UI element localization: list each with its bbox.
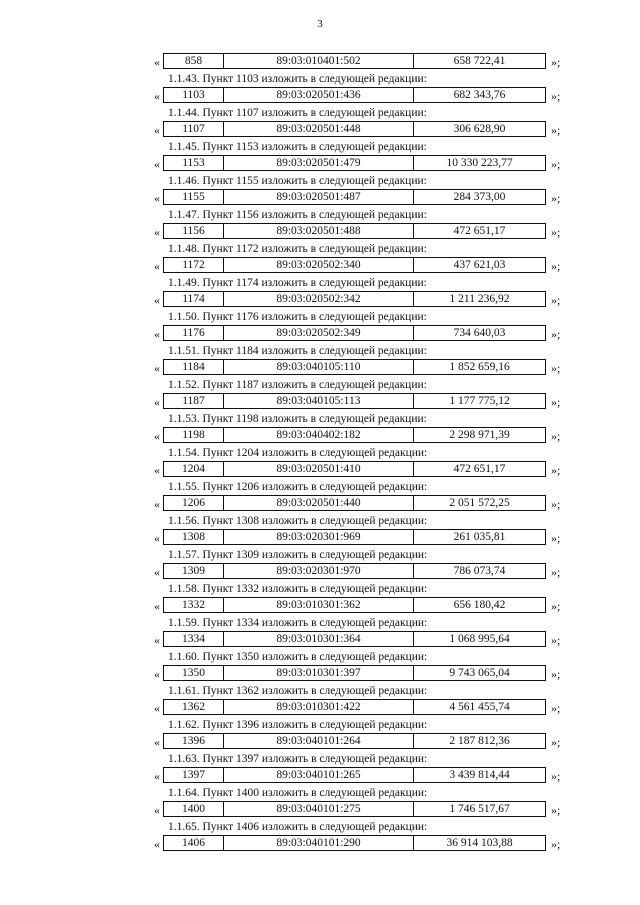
row-table bbox=[163, 665, 546, 681]
value-cell: 306 628,90 bbox=[453, 123, 506, 135]
quote-close: »; bbox=[551, 55, 561, 69]
amendment-entry bbox=[0, 548, 640, 582]
row-table bbox=[163, 257, 546, 273]
entry-heading: 1.1.49. Пункт 1174 изложить в следующей редакции: bbox=[168, 277, 427, 289]
value-cell: 1 211 236,92 bbox=[449, 293, 510, 305]
table-row bbox=[0, 222, 640, 242]
quote-open: « bbox=[154, 123, 160, 137]
table-row bbox=[0, 596, 640, 616]
item-number-cell: 1153 bbox=[164, 156, 224, 170]
item-number-cell: 1397 bbox=[164, 768, 224, 782]
table-row bbox=[0, 766, 640, 786]
entry-heading: 1.1.64. Пункт 1400 изложить в следующей редакции: bbox=[168, 787, 428, 799]
amendment-entry bbox=[0, 378, 640, 412]
cadastral-number-cell: 89:03:020301:970 bbox=[224, 564, 414, 578]
table-row bbox=[0, 188, 640, 208]
value-cell: 1 746 517,67 bbox=[449, 803, 510, 815]
item-number-cell: 1400 bbox=[164, 802, 224, 816]
quote-close: »; bbox=[551, 429, 561, 443]
table-row bbox=[0, 698, 640, 718]
row-table bbox=[163, 597, 546, 613]
quote-close: »; bbox=[551, 395, 561, 409]
quote-open: « bbox=[154, 497, 160, 511]
value-cell: 786 073,74 bbox=[453, 565, 506, 577]
cadastral-number-cell: 89:03:020501:448 bbox=[224, 122, 414, 136]
cadastral-number-cell: 89:03:020501:436 bbox=[224, 88, 414, 102]
row-table bbox=[163, 461, 546, 477]
row-table bbox=[163, 801, 546, 817]
page-number: 3 bbox=[317, 18, 323, 30]
cadastral-number-cell: 89:03:010301:422 bbox=[224, 700, 414, 714]
entry-heading: 1.1.60. Пункт 1350 изложить в следующей редакции: bbox=[168, 651, 428, 663]
row-table bbox=[163, 563, 546, 579]
value-cell: 1 177 775,12 bbox=[449, 395, 510, 407]
amendment-entry bbox=[0, 514, 640, 548]
item-number-cell: 1334 bbox=[164, 632, 224, 646]
item-number-cell: 1176 bbox=[164, 326, 224, 340]
quote-open: « bbox=[154, 837, 160, 851]
amendment-entry bbox=[0, 310, 640, 344]
quote-close: »; bbox=[551, 837, 561, 851]
quote-open: « bbox=[154, 701, 160, 715]
quote-close: »; bbox=[551, 157, 561, 171]
item-number-cell: 1204 bbox=[164, 462, 224, 476]
item-number-cell: 858 bbox=[164, 54, 224, 68]
row-table bbox=[163, 733, 546, 749]
value-cell: 2 298 971,39 bbox=[449, 429, 510, 441]
value-cell: 437 621,03 bbox=[453, 259, 506, 271]
quote-open: « bbox=[154, 225, 160, 239]
quote-open: « bbox=[154, 191, 160, 205]
cadastral-number-cell: 89:03:020502:340 bbox=[224, 258, 414, 272]
row-table bbox=[163, 699, 546, 715]
row-table bbox=[163, 155, 546, 171]
quote-open: « bbox=[154, 89, 160, 103]
cadastral-number-cell: 89:03:010301:362 bbox=[224, 598, 414, 612]
quote-close: »; bbox=[551, 327, 561, 341]
table-row bbox=[0, 800, 640, 820]
amendment-entry bbox=[0, 140, 640, 174]
quote-open: « bbox=[154, 803, 160, 817]
quote-open: « bbox=[154, 667, 160, 681]
cadastral-number-cell: 89:03:040402:182 bbox=[224, 428, 414, 442]
row-table bbox=[163, 189, 546, 205]
entry-heading: 1.1.46. Пункт 1155 изложить в следующей редакции: bbox=[168, 175, 427, 187]
row-table bbox=[163, 835, 546, 851]
entry-heading: 1.1.57. Пункт 1309 изложить в следующей редакции: bbox=[168, 549, 428, 561]
item-number-cell: 1350 bbox=[164, 666, 224, 680]
quote-close: »; bbox=[551, 701, 561, 715]
amendment-entry bbox=[0, 582, 640, 616]
value-cell: 9 743 065,04 bbox=[449, 667, 510, 679]
quote-close: »; bbox=[551, 361, 561, 375]
amendment-entry bbox=[0, 412, 640, 446]
quote-open: « bbox=[154, 769, 160, 783]
item-number-cell: 1174 bbox=[164, 292, 224, 306]
value-cell: 3 439 814,44 bbox=[449, 769, 510, 781]
amendment-entry bbox=[0, 650, 640, 684]
entry-heading: 1.1.45. Пункт 1153 изложить в следующей редакции: bbox=[168, 141, 427, 153]
quote-close: »; bbox=[551, 123, 561, 137]
item-number-cell: 1309 bbox=[164, 564, 224, 578]
table-row bbox=[0, 256, 640, 276]
row-table bbox=[163, 529, 546, 545]
quote-open: « bbox=[154, 463, 160, 477]
amendment-entry bbox=[0, 174, 640, 208]
amendment-entry bbox=[0, 786, 640, 820]
value-cell: 656 180,42 bbox=[453, 599, 506, 611]
entry-heading: 1.1.54. Пункт 1204 изложить в следующей редакции: bbox=[168, 447, 428, 459]
value-cell: 261 035,81 bbox=[453, 531, 506, 543]
amendment-entry bbox=[0, 684, 640, 718]
quote-close: »; bbox=[551, 259, 561, 273]
amendment-entry bbox=[0, 480, 640, 514]
cadastral-number-cell: 89:03:040101:264 bbox=[224, 734, 414, 748]
table-row bbox=[0, 154, 640, 174]
quote-close: »; bbox=[551, 565, 561, 579]
cadastral-number-cell: 89:03:040101:290 bbox=[224, 836, 414, 850]
entry-heading: 1.1.48. Пункт 1172 изложить в следующей редакции: bbox=[168, 243, 427, 255]
item-number-cell: 1396 bbox=[164, 734, 224, 748]
quote-close: »; bbox=[551, 633, 561, 647]
row-table bbox=[163, 495, 546, 511]
row-table bbox=[163, 223, 546, 239]
amendment-entry bbox=[0, 208, 640, 242]
value-cell: 2 051 572,25 bbox=[449, 497, 510, 509]
quote-open: « bbox=[154, 735, 160, 749]
value-cell: 284 373,00 bbox=[453, 191, 506, 203]
table-row bbox=[0, 528, 640, 548]
quote-open: « bbox=[154, 565, 160, 579]
cadastral-number-cell: 89:03:040101:275 bbox=[224, 802, 414, 816]
table-row bbox=[0, 732, 640, 752]
quote-open: « bbox=[154, 157, 160, 171]
document-body bbox=[0, 52, 640, 854]
entry-heading: 1.1.59. Пункт 1334 изложить в следующей редакции: bbox=[168, 617, 428, 629]
entry-heading: 1.1.65. Пункт 1406 изложить в следующей редакции: bbox=[168, 821, 428, 833]
item-number-cell: 1187 bbox=[164, 394, 224, 408]
cadastral-number-cell: 89:03:010301:397 bbox=[224, 666, 414, 680]
amendment-entry bbox=[0, 242, 640, 276]
cadastral-number-cell: 89:03:020501:479 bbox=[224, 156, 414, 170]
row-table bbox=[163, 325, 546, 341]
amendment-entry bbox=[0, 820, 640, 854]
quote-close: »; bbox=[551, 225, 561, 239]
item-number-cell: 1107 bbox=[164, 122, 224, 136]
row-table bbox=[163, 53, 546, 69]
quote-close: »; bbox=[551, 463, 561, 477]
entry-heading: 1.1.62. Пункт 1396 изложить в следующей редакции: bbox=[168, 719, 428, 731]
item-number-cell: 1308 bbox=[164, 530, 224, 544]
table-row bbox=[0, 52, 640, 72]
quote-close: »; bbox=[551, 191, 561, 205]
cadastral-number-cell: 89:03:040105:113 bbox=[224, 394, 414, 408]
entries-list bbox=[0, 72, 640, 854]
table-row bbox=[0, 358, 640, 378]
quote-close: »; bbox=[551, 599, 561, 613]
item-number-cell: 1155 bbox=[164, 190, 224, 204]
entry-heading: 1.1.61. Пункт 1362 изложить в следующей редакции: bbox=[168, 685, 428, 697]
amendment-entry bbox=[0, 616, 640, 650]
quote-close: »; bbox=[551, 497, 561, 511]
value-cell: 1 852 659,16 bbox=[449, 361, 510, 373]
item-number-cell: 1206 bbox=[164, 496, 224, 510]
table-row bbox=[0, 392, 640, 412]
amendment-entry bbox=[0, 344, 640, 378]
entry-heading: 1.1.50. Пункт 1176 изложить в следующей редакции: bbox=[168, 311, 427, 323]
table-row bbox=[0, 834, 640, 854]
table-row bbox=[0, 290, 640, 310]
item-number-cell: 1362 bbox=[164, 700, 224, 714]
row-table bbox=[163, 359, 546, 375]
row-table bbox=[163, 87, 546, 103]
quote-open: « bbox=[154, 293, 160, 307]
item-number-cell: 1406 bbox=[164, 836, 224, 850]
cadastral-number-cell: 89:03:020501:410 bbox=[224, 462, 414, 476]
quote-open: « bbox=[154, 55, 160, 69]
entry-heading: 1.1.58. Пункт 1332 изложить в следующей редакции: bbox=[168, 583, 428, 595]
cadastral-number-cell: 89:03:040101:265 bbox=[224, 768, 414, 782]
item-number-cell: 1332 bbox=[164, 598, 224, 612]
quote-open: « bbox=[154, 259, 160, 273]
value-cell: 1 068 995,64 bbox=[449, 633, 510, 645]
value-cell: 472 651,17 bbox=[453, 225, 506, 237]
entry-heading: 1.1.43. Пункт 1103 изложить в следующей редакции: bbox=[168, 73, 427, 85]
table-row bbox=[0, 630, 640, 650]
row-table bbox=[163, 291, 546, 307]
cadastral-number-cell: 89:03:010301:364 bbox=[224, 632, 414, 646]
entry-heading: 1.1.44. Пункт 1107 изложить в следующей редакции: bbox=[168, 107, 427, 119]
row-table bbox=[163, 393, 546, 409]
row-table bbox=[163, 427, 546, 443]
quote-open: « bbox=[154, 327, 160, 341]
quote-close: »; bbox=[551, 667, 561, 681]
quote-open: « bbox=[154, 395, 160, 409]
item-number-cell: 1172 bbox=[164, 258, 224, 272]
value-cell: 4 561 455,74 bbox=[449, 701, 510, 713]
item-number-cell: 1103 bbox=[164, 88, 224, 102]
table-row bbox=[0, 494, 640, 514]
table-row bbox=[0, 426, 640, 446]
entry-heading: 1.1.51. Пункт 1184 изложить в следующей редакции: bbox=[168, 345, 427, 357]
entry-heading: 1.1.55. Пункт 1206 изложить в следующей редакции: bbox=[168, 481, 428, 493]
cadastral-number-cell: 89:03:020501:488 bbox=[224, 224, 414, 238]
cadastral-number-cell: 89:03:020501:487 bbox=[224, 190, 414, 204]
row-table bbox=[163, 631, 546, 647]
quote-close: »; bbox=[551, 735, 561, 749]
amendment-entry bbox=[0, 276, 640, 310]
quote-open: « bbox=[154, 361, 160, 375]
table-row bbox=[0, 86, 640, 106]
table-row bbox=[0, 324, 640, 344]
table-row bbox=[0, 562, 640, 582]
value-cell: 472 651,17 bbox=[453, 463, 506, 475]
value-cell: 658 722,41 bbox=[453, 55, 506, 67]
value-cell: 10 330 223,77 bbox=[446, 157, 513, 169]
row-table bbox=[163, 121, 546, 137]
cadastral-number-cell: 89:03:020502:342 bbox=[224, 292, 414, 306]
quote-close: »; bbox=[551, 531, 561, 545]
amendment-entry bbox=[0, 72, 640, 106]
quote-close: »; bbox=[551, 803, 561, 817]
amendment-entry bbox=[0, 718, 640, 752]
amendment-entry bbox=[0, 752, 640, 786]
quote-open: « bbox=[154, 599, 160, 613]
cadastral-number-cell: 89:03:020501:440 bbox=[224, 496, 414, 510]
row-table bbox=[163, 767, 546, 783]
quote-close: »; bbox=[551, 293, 561, 307]
value-cell: 2 187 812,36 bbox=[449, 735, 510, 747]
value-cell: 36 914 103,88 bbox=[446, 837, 513, 849]
table-row bbox=[0, 120, 640, 140]
quote-open: « bbox=[154, 633, 160, 647]
amendment-entry bbox=[0, 106, 640, 140]
quote-close: »; bbox=[551, 769, 561, 783]
cadastral-number-cell: 89:03:020301:969 bbox=[224, 530, 414, 544]
entry-heading: 1.1.47. Пункт 1156 изложить в следующей редакции: bbox=[168, 209, 427, 221]
item-number-cell: 1198 bbox=[164, 428, 224, 442]
entry-heading: 1.1.52. Пункт 1187 изложить в следующей редакции: bbox=[168, 379, 427, 391]
item-number-cell: 1156 bbox=[164, 224, 224, 238]
cadastral-number-cell: 89:03:010401:502 bbox=[224, 54, 414, 68]
quote-open: « bbox=[154, 429, 160, 443]
table-row bbox=[0, 460, 640, 480]
quote-close: »; bbox=[551, 89, 561, 103]
cadastral-number-cell: 89:03:040105:110 bbox=[224, 360, 414, 374]
entry-heading: 1.1.63. Пункт 1397 изложить в следующей редакции: bbox=[168, 753, 428, 765]
quote-open: « bbox=[154, 531, 160, 545]
item-number-cell: 1184 bbox=[164, 360, 224, 374]
value-cell: 682 343,76 bbox=[453, 89, 506, 101]
value-cell: 734 640,03 bbox=[453, 327, 506, 339]
entry-heading: 1.1.56. Пункт 1308 изложить в следующей редакции: bbox=[168, 515, 428, 527]
table-row bbox=[0, 664, 640, 684]
entry-heading: 1.1.53. Пункт 1198 изложить в следующей редакции: bbox=[168, 413, 427, 425]
cadastral-number-cell: 89:03:020502:349 bbox=[224, 326, 414, 340]
amendment-entry bbox=[0, 446, 640, 480]
